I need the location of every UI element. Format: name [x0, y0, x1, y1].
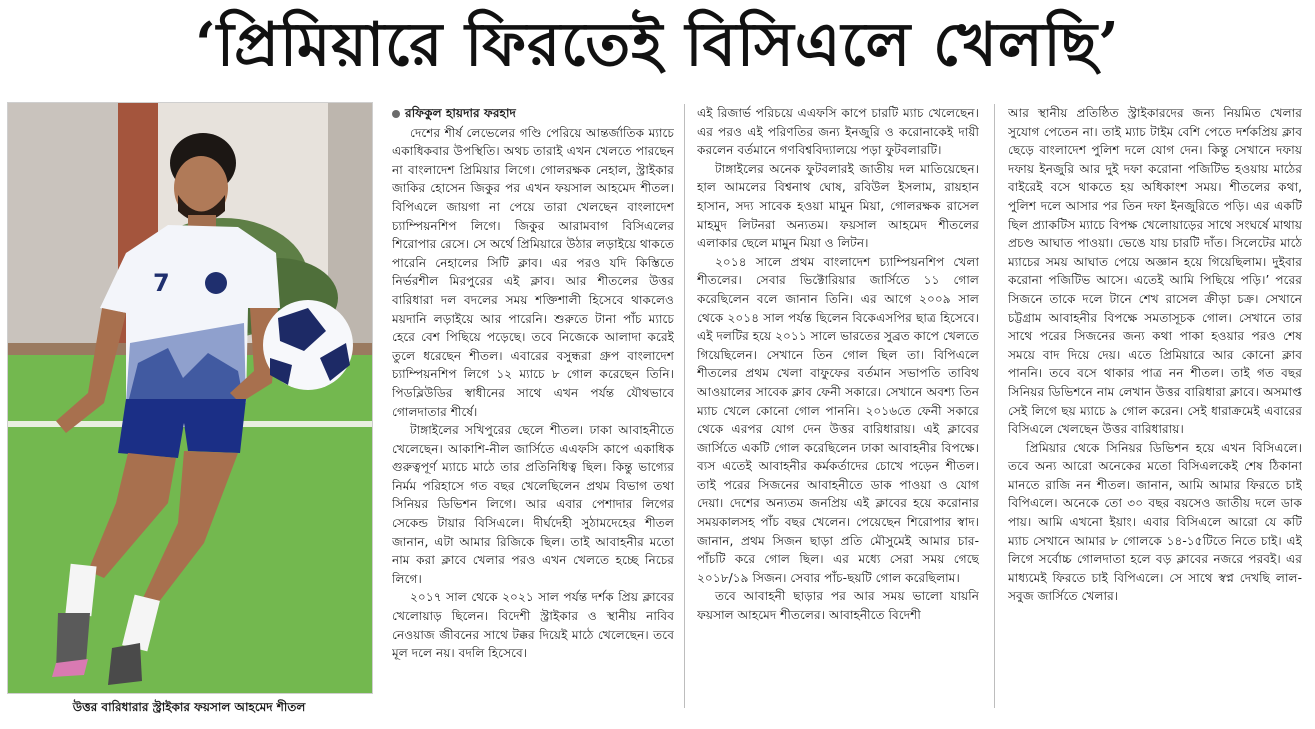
paragraph: তবে আবাহনী ছাড়ার পর আর সময় ভালো যায়নি ফয়সাল আহমেদ শীতলের। আবাহনীতে বিদেশী [697, 589, 979, 623]
column-divider [684, 104, 685, 708]
article-column-1 [392, 104, 674, 716]
author-name: রফিকুল হায়দার ফরহাদ [405, 106, 516, 120]
paragraph: দেশের শীর্ষ লেভেলের গণ্ডি পেরিয়ে আন্তর্জাতিক ম্যাচে একাধিকবার উপস্থিতি। অথচ তারাই এখন খেলতে পারছেন না বাংলাদেশ প্রিমিয়ার লিগে। গোলরক্ষক নেহাল, স্ট্রাইকার জাকির হোসেন জিকুর পর এখন ফয়সাল আহমেদ শীতল। বিপিএলে জায়গা না পেয়ে তারা খেলছেন বাংলাদেশ চ্যাম্পিয়নশিপ লিগে। জিকুর আরামবাগ বিসিএলের শিরোপার রেসে। সে অর্থে প্রিমিয়ারে উঠার লড়াইয়ে থাকতে পারেনি নেহালের সিটি ক্লাব। এর পরও যদি কিস্তিতে নির্ভরশীল মিরপুরের এই ক্লাব। আর শীতলের উত্তর বারিধারা দল বদলের সময় শক্তিশালী হিসেবে থাকলেও ময়দানি লড়াইয়ে আর পারেনি। শুরুতে টানা পাঁচ ম্যাচে হেরে বেশ পিছিয়ে পড়েছে। তবে নিজেকে আলাদা করেই তুলে ধরেছেন শীতল। এবারের বসুন্ধরা গ্রুপ বাংলাদেশ চ্যাম্পিয়নশিপ লিগে ১২ ম্যাচে ৮ গোল করেছেন তিনি। পিডব্লিউডির স্বাধীনের সাথে এখন পর্যন্ত যৌথভাবে গোলদাতার শীর্ষে। [392, 125, 674, 419]
article-column-2 [697, 104, 979, 716]
paragraph: টাঙ্গাইলের সখিপুরের ছেলে শীতল। ঢাকা আবাহনীতে খেলেছেন। আকাশি-নীল জার্সিতে এএফসি কাপে একাধিক গুরুত্বপূর্ণ ম্যাচে মাঠে তার প্রতিনিধিত্ব ছিল। কিন্তু ভাগ্যের নির্মম পরিহাসে গত বছর খেলেছিলেন প্রথম বিভাগ তথা সিনিয়র ডিভিশন লিগে। আর এবার পেশাদার লিগের সেকেন্ড টায়ার বিসিএলে। দীর্ঘদেহী সুঠামদেহের শীতল জানান, এটা আমার রিজিকে ছিল। তাই আবাহনীর মতো নাম করা ক্লাবে খেলার পরও এখন খেলতে হচ্ছে নিচের লিগে। [392, 423, 674, 586]
jersey-number: 7 [153, 269, 170, 297]
paragraph: আর স্থানীয় প্রতিষ্ঠিত স্ট্রাইকারদের জন্য নিয়মিত খেলার সুযোগ পেতেন না। তাই ম্যাচ টাইম বেশি পেতে দর্শকপ্রিয় ক্লাব ছেড়ে বাংলাদেশ পুলিশ দলে যোগ দেন। কিন্তু সেখানে দফায় দফায় ইনজুরি আর দুই দফা করোনা পজিটিভ হওয়ায় মাঠের বাইরেই বসে থাকতে হয় অধিকাংশ সময়। শীতলের কথা, পুলিশ দলে আসার পর তিন দফা ইনজুরিতে পড়ি। এর একটি ছিল প্র্যাকটিস ম্যাচে বিপক্ষ খেলোয়াড়ের সাথে সংঘর্ষে মাথায় প্রচণ্ড আঘাত পাওয়া। ভেঙে যায় চারটি দাঁত। সিলেটের মাঠে ম্যাচের সময় আঘাত পেয়ে অজ্ঞান হয়ে গিয়েছিলাম। দুইবার করোনা পজিটিভ আসে। এতেই আমি পিছিয়ে পড়ি।’ পরের সিজনে তাকে দলে টানে শেখ রাসেল ক্রীড়া চক্র। সেখানে চট্টগ্রাম আবাহনীর বিপক্ষে সমতাসূচক গোল। সেখানে তার সাথে পরের সিজনের জন্য কথা পাকা হওয়ার পরও শেষ সময়ে বাদ দিয়ে দেয়। এতে প্রিমিয়ারে আর কোনো ক্লাব পাননি। তবে বসে থাকার পাত্র নন শীতল। তাই গত বছর সিনিয়র ডিভিশনে নাম লেখান উত্তর বারিধারা ক্লাবে। অসমাপ্ত সেই লিগে ছয় ম্যাচে ৯ গোল করেন। সেই ধারাক্রমেই এবারের বিসিএলে খেলছেন উত্তর বারিধারায়। [1008, 106, 1302, 437]
paragraph: প্রিমিয়ার থেকে সিনিয়র ডিভিশন হয়ে এখন বিসিএলে। তবে অন্য আরো অনেকের মতো বিসিএলকেই শেষ ঠিকানা মানতে রাজি নন শীতল। জানান, আমি আমার ফিরতে চাই বিপিএলে। অনেকে তো ৩০ বছর বয়সেও জাতীয় দলে ডাক পায়। আমি এখনো ইয়াং। এবার বিসিএলে আরো যে কটি ম্যাচ সেখানে আমার ৮ গোলকে ১৪-১৫টিতে নিতে চাই। এই লিগে সর্বোচ্চ গোলদাতা হলে বড় ক্লাবের নজরে পরবই। এর মাধ্যমেই ফিরতে চাই বিপিএলে। সে সাথে স্বপ্ন দেখছি লাল-সবুজ জার্সিতে খেলার। [1008, 440, 1302, 604]
article-column-3 [1008, 104, 1302, 716]
byline [392, 104, 674, 123]
paragraph: টাঙ্গাইলের অনেক ফুটবলারই জাতীয় দল মাতিয়েছেন। হাল আমলের বিশ্বনাথ ঘোষ, রবিউল ইসলাম, রায়হান হাসান, সদ্য সাবেক হওয়া মামুন মিয়া, গোলরক্ষক রাসেল মাহমুদ লিটনরা অন্যতম। ফয়সাল আহমেদ শীতলের এলাকার ছেলে মামুন মিয়া ও লিটন। [697, 161, 979, 251]
player-photo [7, 102, 373, 694]
paragraph: ২০১৭ সাল থেকে ২০২১ সাল পর্যন্ত দর্শক প্রিয় ক্লাবের খেলোয়াড় ছিলেন। বিদেশী স্ট্রাইকার ও স্থানীয় নাবিব নেওয়াজ জীবনের সাথে টক্কর দিয়েই মাঠে খেলেছেন। তবে মূল দলে নয়। বদলি হিসেবে। [392, 590, 674, 661]
article-headline: ‘প্রিমিয়ারে ফিরতেই বিসিএলে খেলছি’ [195, 10, 1120, 80]
paragraph: ২০১৪ সালে প্রথম বাংলাদেশ চ্যাম্পিয়নশিপ খেলা শীতলের। সেবার ভিক্টোরিয়ার জার্সিতে ১১ গোল করেছিলেন বলে জানান তিনি। এর আগে ২০০৯ সাল থেকে ২০১৪ সাল পর্যন্ত ছিলেন বিকেএসপির ছাত্র হিসেবে। এই দলটির হয়ে ২০১১ সালে ভারতের সুব্রত কাপে খেলতে গিয়েছিলেন। সেখানে তিন গোল ছিল তা। বিপিএলে শীতলের প্রথম খেলা বাফুফের বর্তমান সভাপতি তাবিথ আওয়ালের সাবেক ক্লাব ফেনী সকারে। সেখানে অবশ্য তিন ম্যাচ খেলে কোনো গোল পাননি। ২০১৬তে ফেনী সকারে থেকে এরপর যোগ দেন উত্তর বারিধারায়। এই ক্লাবের জার্সিতে একটি গোল করেছিলেন ঢাকা আবাহনীর বিপক্ষে। ব্যস এতেই আবাহনীর কর্মকর্তাদের চোখে পড়েন শীতল। তাই পরের সিজনের আবাহনীতে ডাক পাওয়া ও যোগ দেয়া। দেশের অন্যতম জনপ্রিয় এই ক্লাবের হয়ে করোনার সময়কালসহ পাঁচ বছর খেলেন। পেয়েছেন শিরোপার স্বাদ। জানান, প্রথম সিজন ছাড়া প্রতি মৌসুমেই আমার চার-পাঁচটি করে গোল ছিল। এর মধ্যে সেরা সময় গেছে ২০১৮/১৯ সিজন। সেবার পাঁচ-ছয়টি গোল করেছিলাম। [697, 254, 979, 585]
column-divider [994, 104, 995, 708]
paragraph: এই রিজার্ভ পরিচয়ে এএফসি কাপে চারটি ম্যাচ খেলেছেন। এর পরও এই পরিণতির জন্য ইনজুরি ও করোনাকেই দায়ী করলেন বর্তমানে গণবিশ্ববিদ্যালয়ে পড়া ফুটবলারটি। [697, 106, 979, 158]
bullet-icon [392, 110, 400, 118]
photo-caption: উত্তর বারিধারার স্ট্রাইকার ফয়সাল আহমেদ শীতল [72, 700, 306, 714]
